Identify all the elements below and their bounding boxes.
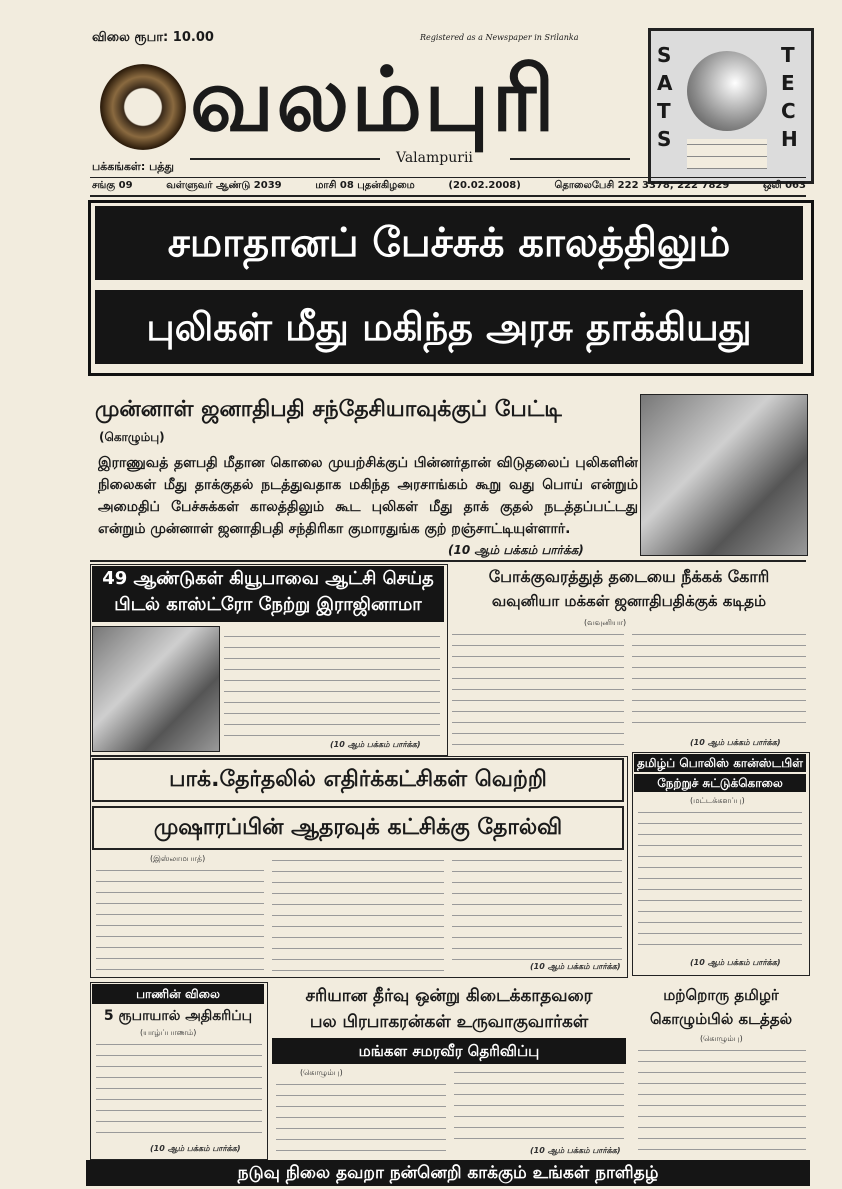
pakistan-body-col3 [452,856,622,960]
pakistan-body-col2 [272,856,444,972]
police-location: (மட்டக்களப்பு) [690,796,745,805]
volume: சங்கு 09 [92,180,133,191]
abduction-body [638,1046,806,1156]
sats-tech-ad [648,28,814,184]
satellite-dish-icon [687,51,767,131]
solution-continued: (10 ஆம் பக்கம் பார்க்க) [530,1146,621,1155]
police-body [638,808,802,954]
lead-story-continued: (10 ஆம் பக்கம் பார்க்க) [448,543,584,557]
headline-line1: சமாதானப் பேச்சுக் காலத்திலும் [95,206,803,280]
vavuniya-body-col2 [632,630,806,730]
pakistan-location: (இஸ்லாமபாத்) [150,854,206,863]
lead-story-title: முன்னாள் ஜனாதிபதி சந்தேசியாவுக்குப் பேட்டி [95,397,562,422]
castro-continued: (10 ஆம் பக்கம் பார்க்க) [330,740,421,749]
masthead-english: Valampurii [396,150,473,166]
bread-continued: (10 ஆம் பக்கம் பார்க்க) [150,1144,241,1153]
ad-tech: TECH [781,43,798,151]
vavuniya-body-col1 [452,630,624,748]
solution-body-col2 [454,1068,624,1144]
castro-title-bar [92,566,444,622]
bread-title-line2: 5 ரூபாயால் அதிகரிப்பு [103,1008,253,1024]
pakistan-title-line1: பாக்.தேர்தலில் எதிர்க்கட்சிகள் வெற்றி [92,758,624,802]
vavuniya-title-line2: வவுனியா மக்கள் ஜனாதிபதிக்குக் கடிதம் [491,592,767,610]
page-count: பக்கங்கள்: பத்து [92,160,174,173]
police-continued: (10 ஆம் பக்கம் பார்க்க) [690,958,781,967]
castro-title-line1: 49 ஆண்டுகள் கியூபாவை ஆட்சி செய்த [102,568,434,589]
issue-number: ஒலி 063 [763,180,806,191]
abduction-title-line1: மற்றொரு தமிழர் [663,986,779,1004]
pakistan-title-line2: முஷாரப்பின் ஆதரவுக் கட்சிக்கு தோல்வி [92,806,624,850]
police-title-line2: நேற்றுச் சுட்டுக்கொலை [634,774,806,792]
ad-sats: SATS [657,43,673,151]
castro-body [224,632,440,736]
castro-photo [92,626,220,752]
vavuniya-continued: (10 ஆம் பக்கம் பார்க்க) [690,738,781,747]
solution-title-line2: பல பிரபாகரன்கள் உருவாகுவார்கள் [309,1012,589,1032]
footer-slogan: நடுவு நிலை தவறா நன்னெறி காக்கும் உங்கள் நாளிதழ் [86,1160,810,1186]
vavuniya-title-line1: போக்குவரத்துத் தடையை நீக்கக் கோரி [488,567,770,586]
bread-body [96,1040,262,1140]
date: (20.02.2008) [448,180,521,191]
tamil-year: வள்ளுவர் ஆண்டு 2039 [166,180,282,191]
solution-title-line1: சரியான தீர்வு ஒன்று கிடைக்காதவரை [305,986,593,1006]
headline-line2: புலிகள் மீது மகிந்த அரசு தாக்கியது [95,290,803,364]
police-title-line1: தமிழ்ப் பொலிஸ் கான்ஸ்டபிள் [634,754,806,772]
dateline [92,180,806,192]
lead-story-body: இராணுவத் தளபதி மீதான கொலை முயற்சிக்குப் பின்னர்தான் விடுதலைப் புலிகளின் நிலைகள் மீது தாக்குதல் நடத்துவதாக மகிந்த அரசாங்கம் கூறு வது பொய் என்றும் அமைதிப் பேச்சுக்கள் காலத்திலும் கூட புலிகள் மீது தாக் குதல் நடத்தப்பட்டது என்றும் முன்னாள் ஜனாதிபதி சந்திரிகா குமாரதுங்க குற் றஞ்சாட்டியுள்ளார். [98,455,638,537]
castro-title-line2: பிடல் காஸ்ட்ரோ நேற்று இராஜினாமா [114,594,422,615]
solution-subtitle: மங்கள சமரவீர தெரிவிப்பு [272,1038,626,1064]
phone: தொலைபேசி 222 3378, 222 7829 [554,180,730,191]
registration-note: Registered as a Newspaper in Srilanka [420,33,579,42]
abduction-location: (கொழும்பு) [700,1034,743,1043]
vavuniya-location: (வவுனியா) [584,618,627,627]
conch-logo [100,64,186,150]
price: விலை ரூபா: 10.00 [92,30,214,45]
kumaratunga-photo [640,394,808,556]
bread-location: (யாழ்ப்பாணம்) [140,1028,197,1037]
pakistan-body-col1 [96,866,264,972]
solution-body-col1 [276,1080,446,1156]
tamil-date: மாசி 08 புதன்கிழமை [315,180,415,191]
solution-location: (கொழும்பு) [300,1068,343,1077]
bread-title-line1: பாணின் விலை [92,984,264,1004]
masthead-title: வலம்புரி [190,48,557,151]
lead-story-location: (கொழும்பு) [99,430,165,444]
pakistan-continued: (10 ஆம் பக்கம் பார்க்க) [530,962,621,971]
abduction-title-line2: கொழும்பில் கடத்தல் [649,1010,793,1028]
